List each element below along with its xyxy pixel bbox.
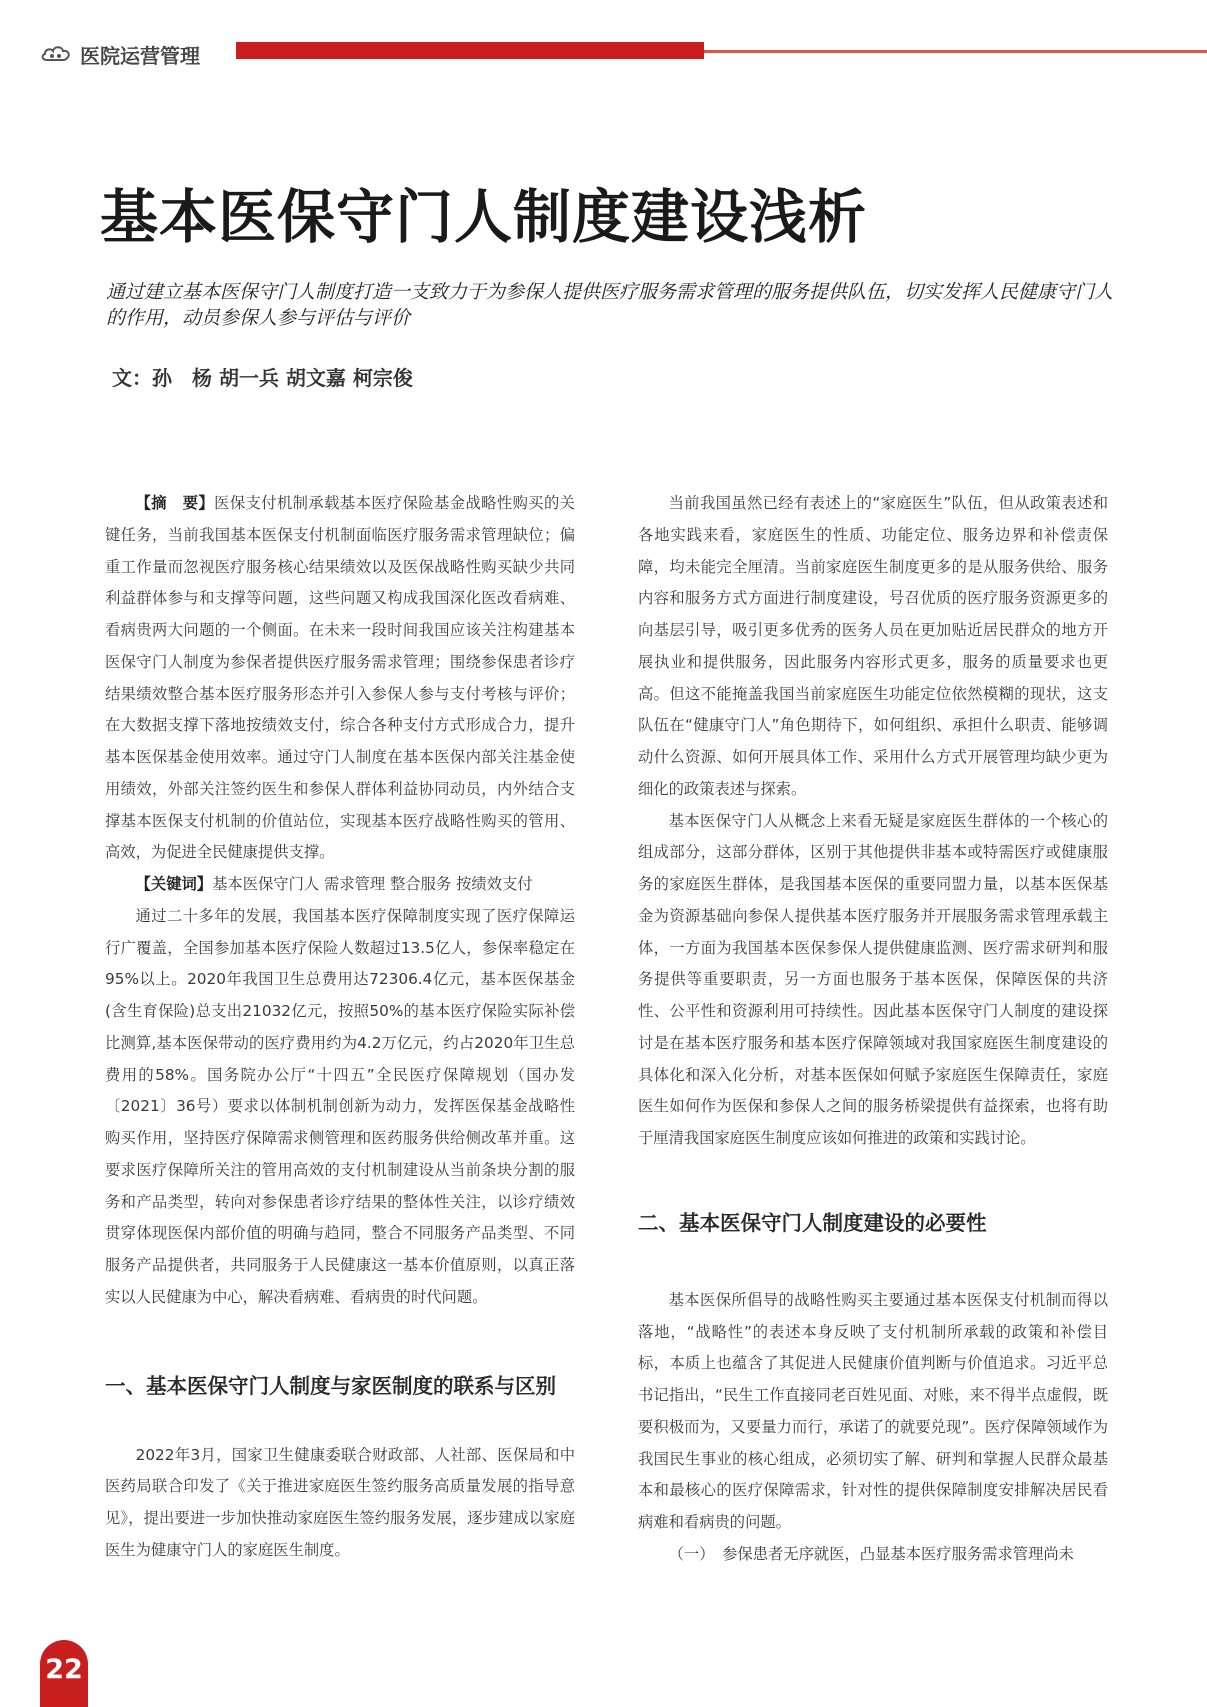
right-column [638,488,1108,1571]
header-rule [704,50,1207,53]
abstract-paragraph [105,488,575,869]
section-heading-1: 一、基本医保守门人制度与家医制度的联系与区别 [105,1373,556,1398]
keywords-label: 【关键词】 [135,875,213,893]
left-column [105,488,575,1567]
body-paragraph: 基本医保守门人从概念上来看无疑是家庭医生群体的一个核心的组成部分，这部分群体，区别于其他提供非基本或特需医疗或健康服务的家庭医生群体，是我国基本医保的重要同盟力量，以基本医保基金为资源基础向参保人提供基本医疗服务并开展服务需求管理承载主体，一方面为我国基本医保参保人提供健康监测、医疗需求研判和服务提供等重要职责，另一方面也服务于基本医保，保障医保的共济性、公平性和资源利用可持续性。因此基本医保守门人制度的建设探讨是在基本医疗服务和基本医疗保障领域对我国家庭医生制度建设的具体化和深入化分析，对基本医保如何赋予家庭医生保障责任，家庭医生如何作为医保和参保人之间的服务桥梁提供有益探索，也将有助于厘清我国家庭医生制度应该如何推进的政策和实践讨论。 [638,811,1108,1147]
body-paragraph: 基本医保所倡导的战略性购买主要通过基本医保支付机制而得以落地，“战略性”的表述本身反映了支付机制所承载的政策和补偿目标，本质上也蕴含了其促进人民健康价值判断与价值追求。习近平总书记指出，“民生工作直接同老百姓见面、对账，来不得半点虚假，既要积极而为，又要量力而行，承诺了的就要兑现”。医疗保障领域作为我国民生事业的核心组成，必须切实了解、研判和掌握人民群众最基本和最核心的医疗保障需求，针对性的提供保障制度安排解决居民看病难和看病贵的问题。 [638,1290,1108,1531]
body-paragraph: （一） 参保患者无序就医，凸显基本医疗服务需求管理尚未 [668,1544,1074,1563]
page-number: 22 [40,1640,88,1707]
abstract-label: 【摘 要】 [135,494,215,512]
section-name: 医院运营管理 [80,44,200,68]
body-paragraph: 当前我国虽然已经有表述上的“家庭医生”队伍，但从政策表述和各地实践来看，家庭医生的性质、功能定位、服务边界和补偿责保障，均未能完全厘清。当前家庭医生制度更多的是从服务供给、服务内容和服务方式方面进行制度建设，号召优质的医疗服务资源更多的向基层引导，吸引更多优秀的医务人员在更加贴近居民群众的地方开展执业和提供服务，因此服务内容形式更多，服务的质量要求也更高。但这不能掩盖我国当前家庭医生功能定位依然模糊的现状，这支队伍在“健康守门人”角色期待下，如何组织、承担什么职责、能够调动什么资源、如何开展具体工作、采用什么方式开展管理均缺少更为细化的政策表述与探索。 [638,494,1108,798]
abstract-text: 医保支付机制承载基本医疗保险基金战略性购买的关键任务，当前我国基本医保支付机制面临医疗服务需求管理缺位；偏重工作量而忽视医疗服务核心结果绩效以及医保战略性购买缺少共同利益群体参与和支撑等问题，这些问题又构成我国深化医改看病难、看病贵两大问题的一个侧面。在未来一段时间我国应该关注构建基本医保守门人制度为参保者提供医疗服务需求管理；围绕参保患者诊疗结果绩效整合基本医疗服务形态并引入参保人参与支付考核与评价；在大数据支撑下落地按绩效支付，综合各种支付方式形成合力，提升基本医保基金使用效率。通过守门人制度在基本医保内部关注基金使用绩效，外部关注签约医生和参保人群体利益协同动员，内外结合支撑基本医保支付机制的价值站位，实现基本医疗战略性购买的管用、高效，为促进全民健康提供支撑。 [105,494,575,862]
header-accent-bar [236,42,704,59]
article-authors: 文：孙 杨 胡一兵 胡文嘉 柯宗俊 [112,366,413,390]
body-paragraph: 2022年3月，国家卫生健康委联合财政部、人社部、医保局和中医药局联合印发了《关于推进家庭医生签约服务高质量发展的指导意见》，提出要进一步加快推动家庭医生签约服务发展，逐步建成以家庭医生为健康守门人的家庭医生制度。 [105,1445,575,1559]
body-paragraph: 通过二十多年的发展，我国基本医疗保障制度实现了医疗保障运行广覆盖，全国参加基本医疗保险人数超过13.5亿人，参保率稳定在95%以上。2020年我国卫生总费用达72306.4亿元，基本医保基金(含生育保险)总支出21032亿元，按照50%的基本医疗保险实际补偿比测算,基本医保带动的医疗费用约为4.2万亿元，约占2020年卫生总费用的58%。国务院办公厅“十四五”全民医疗保障规划（国办发〔2021〕36号）要求以体制机制创新为动力，发挥医保基金战略性购买作用，坚持医疗保障需求侧管理和医药服务供给侧改革并重。这要求医疗保障所关注的管用高效的支付机制建设从当前条块分割的服务和产品类型，转向对参保患者诊疗结果的整体性关注，以诊疗绩效贯穿体现医保内部价值的明确与趋同，整合不同服务产品类型、不同服务产品提供者，共同服务于人民健康这一基本价值原则，以真正落实以人民健康为中心，解决看病难、看病贵的时代问题。 [105,906,575,1306]
cloud-icon [40,44,72,62]
article-title: 基本医保守门人制度建设浅析 [100,183,868,251]
article-subtitle: 通过建立基本医保守门人制度打造一支致力于为参保人提供医疗服务需求管理的服务提供队伍，切实发挥人民健康守门人的作用，动员参保人参与评估与评价 [106,281,1114,329]
keywords-text: 基本医保守门人 需求管理 整合服务 按绩效支付 [212,875,533,893]
section-heading-2: 二、基本医保守门人制度建设的必要性 [638,1210,987,1235]
keywords-paragraph [105,869,575,901]
